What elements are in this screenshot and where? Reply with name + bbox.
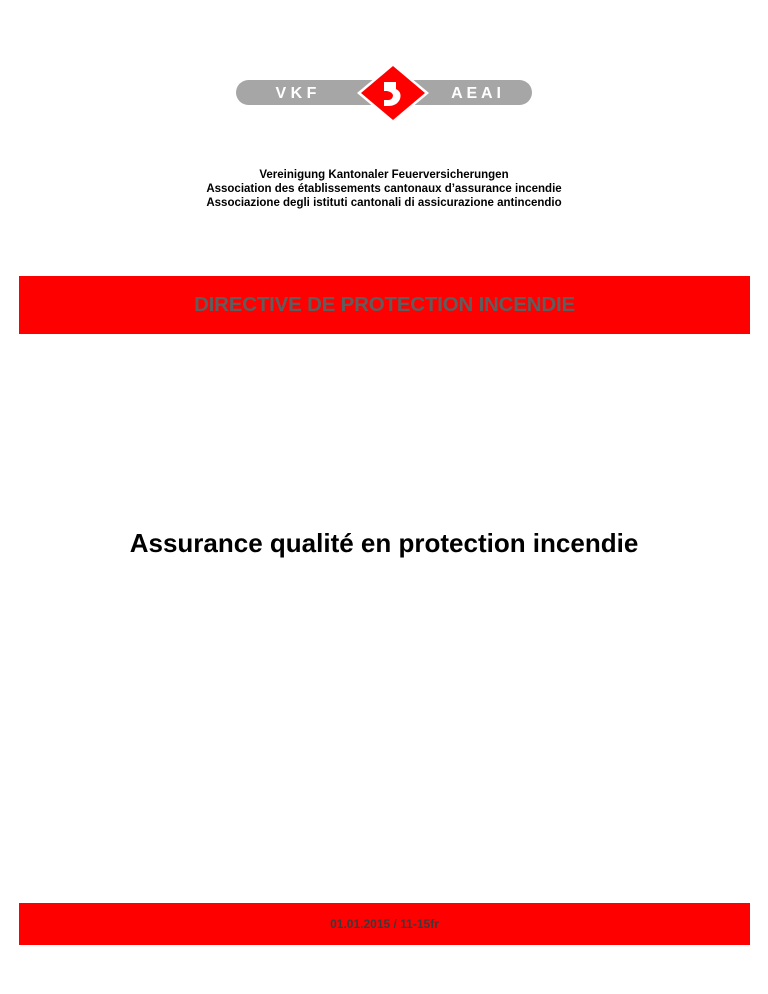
footer-band bbox=[19, 903, 750, 945]
organization-name-de: Vereinigung Kantonaler Feuerversicherungen bbox=[259, 169, 509, 181]
logo-right-text: A E A I bbox=[451, 85, 501, 102]
vkf-aeai-logo bbox=[234, 62, 534, 124]
organization-name-fr: Association des établissements cantonaux d’assurance incendie bbox=[206, 183, 562, 195]
logo-left-text: V K F bbox=[275, 85, 317, 102]
organization-name-it: Associazione degli istituti cantonali di assicurazione antincendio bbox=[206, 197, 562, 209]
directive-banner bbox=[19, 276, 750, 334]
footer-date-reference: 01.01.2015 / 11-15fr bbox=[330, 917, 439, 931]
organization-names bbox=[0, 168, 768, 210]
document-title: Assurance qualité en protection incendie bbox=[129, 528, 639, 558]
directive-banner-text: DIRECTIVE DE PROTECTION INCENDIE bbox=[194, 293, 575, 316]
logo-graphic bbox=[234, 62, 534, 124]
